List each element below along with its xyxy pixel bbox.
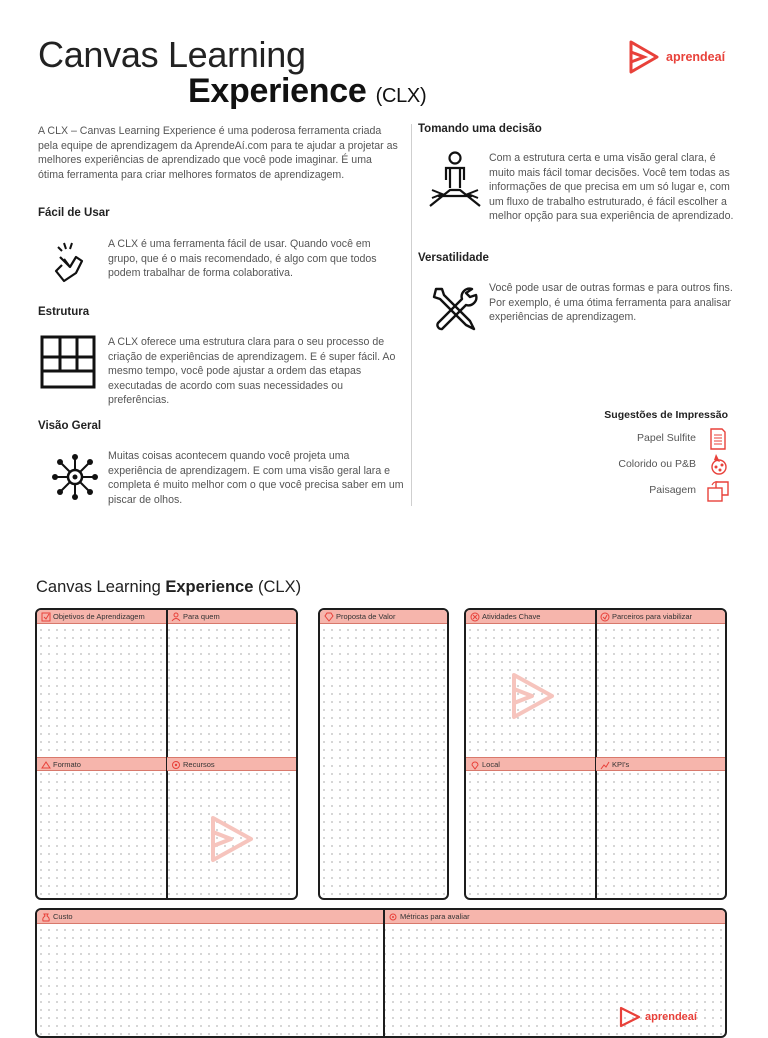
cell-header-para-quem: Para quem xyxy=(167,610,297,624)
title-line-1: Canvas Learning xyxy=(38,34,306,75)
canvas-title-prefix: Canvas Learning xyxy=(36,578,161,596)
cell-header-objetivos: Objetivos de Aprendizagem xyxy=(37,610,166,624)
section-text-estrutura: A CLX oferece uma estrutura clara para o seu processo de criação de experiências de aprendizagem. E é super fácil. Ao mesmo tempo, você pode ajustar a ordem das etapas executadas de acordo com suas necessidades ou preferências. xyxy=(108,336,396,407)
canvas-title xyxy=(36,578,301,597)
cell-header-kpis: KPI's xyxy=(596,757,726,771)
footer-logo-icon xyxy=(619,1006,641,1028)
value-icon xyxy=(324,612,334,622)
chart-trend-icon xyxy=(600,760,610,770)
logo-icon xyxy=(628,40,660,74)
target-icon xyxy=(41,612,51,622)
section-text-facil: A CLX é uma ferramenta fácil de usar. Quando você em grupo, que é o mais recomendado, é algo com que todos podem trabalhar de forma colaborativa. xyxy=(108,238,377,280)
print-suggestion-paper: Papel Sulfite xyxy=(637,432,696,444)
cell-header-proposta: Proposta de Valor xyxy=(320,610,448,624)
footer-logo xyxy=(619,1006,697,1028)
location-pin-icon xyxy=(470,760,480,770)
resources-icon xyxy=(171,760,181,770)
watermark-logo-icon xyxy=(510,672,556,720)
intro-paragraph: A CLX – Canvas Learning Experience é uma poderosa ferramenta criada pela equipe de aprendizagem da AprendeAí.com para te ajudar a projetar as melhores experiências de aprendizado que você pode imaginar. É uma ótima ferramenta para criar melhores formatos de aprendizagem. xyxy=(38,125,398,181)
cell-header-recursos: Recursos xyxy=(167,757,297,771)
print-suggestions-heading: Sugestões de Impressão xyxy=(604,409,728,421)
cell-header-custo: Custo xyxy=(37,910,383,924)
money-bag-icon xyxy=(41,912,51,922)
hand-touch-icon xyxy=(50,237,94,285)
cell-header-local: Local xyxy=(466,757,595,771)
canvas-block-proposta xyxy=(318,608,449,900)
title-line-2 xyxy=(188,72,426,111)
cell-header-atividades: Atividades Chave xyxy=(466,610,595,624)
print-suggestion-color: Colorido ou P&B xyxy=(618,458,696,470)
format-icon xyxy=(41,760,51,770)
canvas-block-bottom xyxy=(35,908,727,1038)
watermark-logo-icon xyxy=(209,815,255,863)
cell-header-parceiros: Parceiros para viabilizar xyxy=(596,610,726,624)
cell-header-metricas: Métricas para avaliar xyxy=(384,910,727,924)
metrics-gear-icon xyxy=(388,912,398,922)
tools-wrench-icon xyxy=(430,285,478,333)
section-heading-decisao: Tomando uma decisão xyxy=(418,123,542,135)
print-suggestion-landscape: Paisagem xyxy=(649,484,696,496)
activities-icon xyxy=(470,612,480,622)
column-divider xyxy=(411,124,412,506)
section-heading-versatilidade: Versatilidade xyxy=(418,252,489,264)
title-experience: Experience xyxy=(188,72,367,110)
title-suffix: (CLX) xyxy=(375,85,427,107)
network-overview-icon xyxy=(50,452,100,502)
paper-sheet-icon xyxy=(708,427,728,451)
section-text-decisao: Com a estrutura certa e uma visão geral clara, é muito mais fácil tomar decisões. Você tem todas as informações de que precisa em um só lugar e, com um fluxo de trabalho estruturado, é fácil escolher a melhor opção para sua experiência de aprendizado. xyxy=(489,152,734,223)
brand-logo xyxy=(628,40,725,74)
color-palette-icon xyxy=(708,452,730,476)
section-heading-visao: Visão Geral xyxy=(38,420,102,432)
canvas-title-suffix: (CLX) xyxy=(258,578,302,596)
grid-structure-icon xyxy=(40,335,96,389)
canvas-block-left xyxy=(35,608,298,900)
canvas-title-bold: Experience xyxy=(165,578,254,596)
footer-logo-text: aprendeaí xyxy=(645,1011,697,1023)
partners-icon xyxy=(600,612,610,622)
section-heading-facil: Fácil de Usar xyxy=(38,207,110,219)
canvas-block-right xyxy=(464,608,727,900)
section-heading-estrutura: Estrutura xyxy=(38,306,90,318)
decision-crossroads-icon xyxy=(428,150,482,208)
section-text-visao: Muitas coisas acontecem quando você projeta uma experiência de aprendizagem. E com uma visão geral lara e completa é muito melhor com o que você precisa saber em um piscar de olhos. xyxy=(108,450,404,506)
cell-header-formato: Formato xyxy=(37,757,166,771)
logo-text: aprendeaí xyxy=(666,50,726,64)
landscape-orientation-icon xyxy=(706,479,730,503)
section-text-versatilidade: Você pode usar de outras formas e para outros fins. Por exemplo, é uma ótima ferramenta para analisar experiências de aprendizagem. xyxy=(489,282,733,324)
person-icon xyxy=(171,612,181,622)
